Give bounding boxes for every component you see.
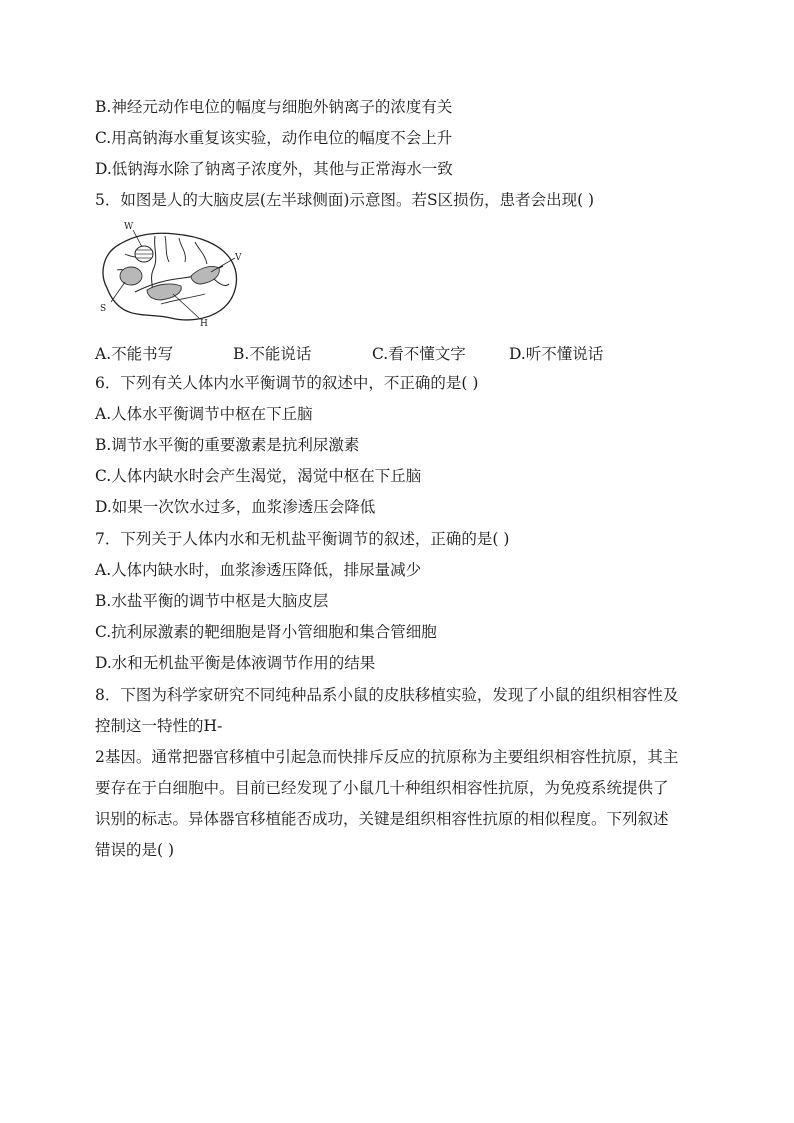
w-area [135,246,153,262]
q6-option-b: B.调节水平衡的重要激素是抗利尿激素 [95,436,360,454]
q5-options [95,342,715,362]
q5-option-a: A.不能书写 [95,345,174,363]
q6-option-d: D.如果一次饮水过多，血浆渗透压会降低 [95,498,376,516]
label-w: W [124,222,134,232]
q7-option-c: C.抗利尿激素的靶细胞是肾小管细胞和集合管细胞 [95,623,437,641]
q8-stem-line-5: 识别的标志。异体器官移植能否成功，关键是组织相容性抗原的相似程度。下列叙述 [95,810,669,828]
q8-stem-line-4: 要存在于白细胞中。目前已经发现了小鼠几十种组织相容性抗原，为免疫系统提供了 [95,779,669,797]
q8-stem-line-2: 控制这一特性的H- [95,717,223,735]
label-s: S [100,304,107,314]
q6-option-c: C.人体内缺水时会产生渴觉，渴觉中枢在下丘脑 [95,467,422,485]
q4-option-b: B.神经元动作电位的幅度与细胞外钠离子的浓度有关 [95,98,453,116]
q7-option-a: A.人体内缺水时，血浆渗透压降低，排尿量减少 [95,561,422,579]
q4-option-c: C.用高钠海水重复该实验，动作电位的幅度不会上升 [95,129,453,147]
q5-option-c: C.看不懂文字 [372,345,466,363]
q6-option-a: A.人体水平衡调节中枢在下丘脑 [95,405,313,423]
q8-stem-line-6: 错误的是( ) [95,841,175,859]
label-h: H [200,319,208,329]
q5-option-d: D.听不懂说话 [509,345,604,363]
label-v: V [235,253,242,263]
q7-option-d: D.水和无机盐平衡是体液调节作用的结果 [95,654,376,672]
q7-option-b: B.水盐平衡的调节中枢是大脑皮层 [95,592,329,610]
q6-stem: 6．下列有关人体内水平衡调节的叙述中，不正确的是( ) [95,374,479,392]
brain-cortex-figure [95,218,245,330]
q8-stem-line-1: 8．下图为科学家研究不同纯种品系小鼠的皮肤移植实验，发现了小鼠的组织相容性及 [95,686,679,704]
s-area [120,267,142,285]
q5-option-b: B.不能说话 [233,345,312,363]
q8-stem-line-3: 2基因。通常把器官移植中引起急而快排斥反应的抗原称为主要组织相容性抗原，其主 [95,748,679,766]
v-area [191,266,219,284]
q5-stem: 5．如图是人的大脑皮层(左半球侧面)示意图。若S区损伤，患者会出现( ) [95,191,595,209]
q7-stem: 7．下列关于人体内水和无机盐平衡调节的叙述，正确的是( ) [95,530,510,548]
q4-option-d: D.低钠海水除了钠离子浓度外，其他与正常海水一致 [95,160,453,178]
